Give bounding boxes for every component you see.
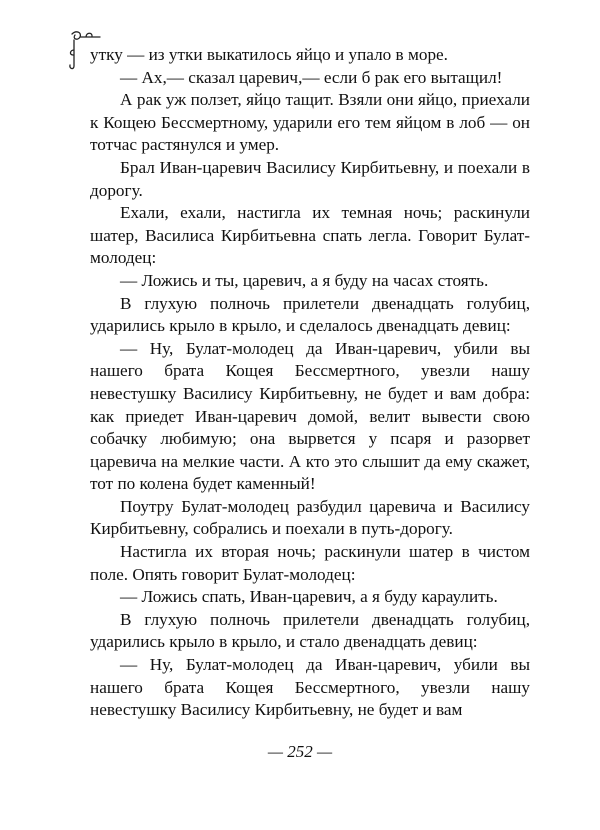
paragraph: — Ну, Булат-молодец да Иван-царевич, убили вы нашего брата Кощея Бессмертного, увезли нашу невестушку Василису Кирбитьевну, не будет и вам (90, 655, 530, 720)
paragraph: В глухую полночь прилетели двенадцать голубиц, ударились крыло в крыло, и стало двенадцать девиц: (90, 609, 530, 652)
paragraph: А рак уж ползет, яйцо тащит. Взяли они яйцо, приехали к Кощею Бессмертному, ударили его тем яйцом в лоб — он тотчас растянулся и умер. (90, 90, 530, 155)
paragraph: Поутру Булат-молодец разбудил царевича и Василису Кирбитьевну, собрались и поехали в путь-дорогу. (90, 496, 530, 539)
paragraph: Ехали, ехали, настигла их темная ночь; раскинули шатер, Василиса Кирбитьевна спать легла. Говорит Булат-молодец: (90, 203, 530, 268)
paragraph: — Ложись спать, Иван-царевич, а я буду караулить. (120, 587, 498, 607)
page-number: — 252 — (267, 742, 333, 761)
paragraph: — Ложись и ты, царевич, а я буду на часах стоять. (120, 270, 489, 290)
paragraph: утку — из утки выкатилось яйцо и упало в море. (90, 45, 448, 64)
paragraph: — Ах,— сказал царевич,— если б рак его вытащил! (120, 67, 503, 87)
paragraph: Настигла их вторая ночь; раскинули шатер в чистом поле. Опять говорит Булат-молодец: (90, 542, 530, 584)
page-text (90, 44, 530, 722)
paragraph: В глухую полночь прилетели двенадцать голубиц, ударились крыло в крыло, и сделалось двенадцать девиц: (90, 293, 530, 336)
paragraph: Брал Иван-царевич Василису Кирбитьевну, и поехали в дорогу. (90, 157, 530, 200)
paragraph: — Ну, Булат-молодец да Иван-царевич, убили вы нашего брата Кощея Бессмертного, увезли нашу невестушку Василису Кирбитьевну, не будет и вам добра: как приедет Иван-царевич домой, велит вывести свою собачку любимую; она вырвется у псаря и разорвет царевича на мелкие части. А кто это слышит да ему скажет, тот по колена будет каменный! (90, 338, 530, 494)
